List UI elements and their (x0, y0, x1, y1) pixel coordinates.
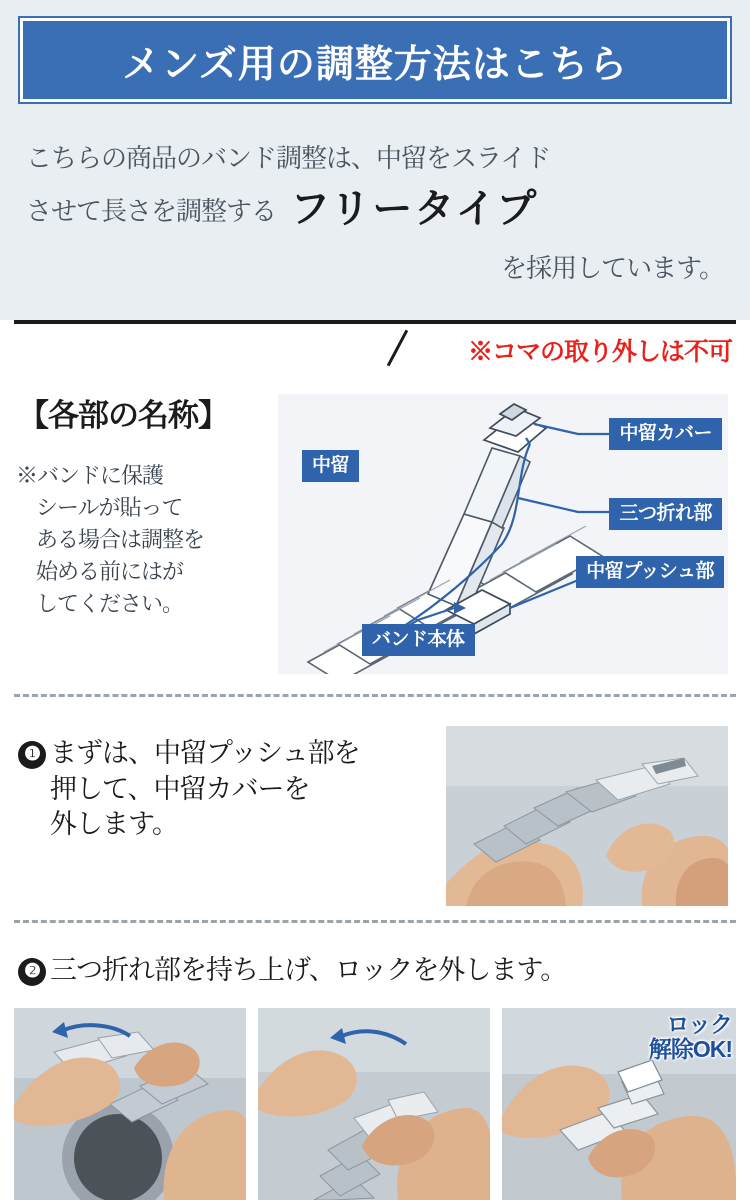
note-line-5: してください。 (36, 590, 184, 616)
step-2-number: ❷ (18, 958, 46, 986)
step-1-photo (446, 726, 728, 906)
step-1-line-2: 押して、中留カバーを (50, 773, 310, 804)
step-2-photo-3 (502, 1008, 736, 1200)
diagram-label-push: 中留プッシュ部 (576, 556, 724, 588)
note-line-2: シールが貼って (36, 494, 183, 520)
intro-section (0, 120, 750, 320)
note-line-4: 始める前にはが (36, 558, 184, 584)
step-1-number: ❶ (18, 741, 46, 769)
section-heading-parts: 【各部の名称】 (18, 398, 228, 433)
divider-solid-top (14, 320, 736, 324)
photo-hand-pressing-clasp (446, 726, 728, 906)
divider-dashed-1 (14, 694, 736, 697)
step-1-line-3: 外します。 (50, 809, 178, 840)
step-2-line-1: 三つ折れ部を持ち上げ、ロックを外します。 (50, 955, 567, 985)
diagram-label-band-body: バンド本体 (362, 624, 475, 656)
slash-mark-icon (383, 330, 413, 364)
lock-callout-line-1: ロック (666, 1011, 732, 1037)
photo-lifting-fold-2 (258, 1008, 490, 1200)
photo-lifting-fold-1 (14, 1008, 246, 1200)
step-1-line-1: まずは、中留プッシュ部を (50, 738, 360, 768)
step-2-text (18, 948, 732, 987)
step-2-photo-1 (14, 1008, 246, 1200)
diagram-label-tri-fold: 三つ折れ部 (609, 498, 722, 530)
intro-emphasis-row (26, 177, 724, 234)
lock-release-callout (649, 1012, 732, 1063)
protective-seal-note (16, 460, 266, 619)
header-banner (20, 18, 730, 102)
step-1-text (18, 736, 438, 843)
header-section (0, 0, 750, 120)
intro-emphasis: フリータイプ (290, 186, 539, 231)
note-line-1: ※バンドに保護 (16, 463, 164, 488)
notice-no-link-removal: ※コマの取り外しは不可 (467, 338, 732, 366)
step-2-photo-2 (258, 1008, 490, 1200)
intro-line-2: させて長さを調整する (26, 195, 277, 226)
diagram-label-cover: 中留カバー (609, 418, 722, 450)
lock-callout-line-2: 解除OK! (648, 1036, 732, 1063)
intro-line-3: を採用しています。 (501, 252, 724, 283)
intro-line-1: こちらの商品のバンド調整は、中留をスライド (26, 143, 551, 173)
note-line-3: ある場合は調整を (36, 526, 205, 552)
page-title: メンズ用の調整方法はこちら (122, 43, 628, 86)
diagram-label-middle-clasp: 中留 (302, 450, 359, 482)
parts-diagram (278, 394, 728, 674)
divider-dashed-2 (14, 920, 736, 923)
